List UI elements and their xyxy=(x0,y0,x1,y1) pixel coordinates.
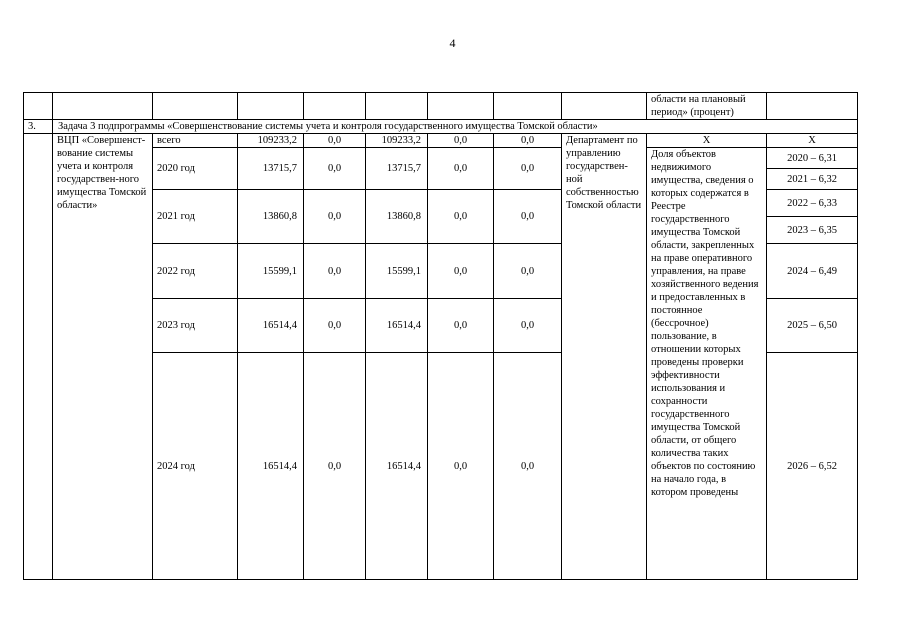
page-number: 4 xyxy=(449,36,456,50)
indicator-text: Доля объектов недвижимого имущества, сведения о которых содержатся в Реестре государственного имущества Томской области, закрепленных на праве оперативного управления, на праве хозяйственного ведения и предоставленных в постоянное (бессрочное) пользование, в отношении которых проведены проверки эффективности использования и сохранности государственного имущества Томской области, от общего количества таких объектов по состоянию на начало года, в котором проведены xyxy=(647,148,767,580)
executor: Департамент по управлению государствен-ной собственностью Томской области xyxy=(562,134,647,580)
other-value: 0,0 xyxy=(494,134,562,148)
empty-cell xyxy=(366,93,428,120)
federal-value: 0,0 xyxy=(304,148,366,190)
empty-cell xyxy=(494,93,562,120)
target-value: 2021 – 6,32 xyxy=(767,169,858,190)
local-value: 0,0 xyxy=(428,353,494,580)
total-value: 13860,8 xyxy=(238,190,304,244)
regional-value: 15599,1 xyxy=(366,244,428,299)
task-number: 3. xyxy=(24,120,53,134)
total-value: 109233,2 xyxy=(238,134,304,148)
empty-cell xyxy=(24,134,53,580)
total-value: 15599,1 xyxy=(238,244,304,299)
other-value: 0,0 xyxy=(494,244,562,299)
empty-cell xyxy=(24,93,53,120)
federal-value: 0,0 xyxy=(304,353,366,580)
target-value: 2025 – 6,50 xyxy=(767,299,858,353)
empty-cell xyxy=(238,93,304,120)
task-row xyxy=(24,120,858,134)
previous-row xyxy=(24,93,858,120)
target-value: 2020 – 6,31 xyxy=(767,148,858,169)
period-label: 2020 год xyxy=(153,148,238,190)
regional-value: 16514,4 xyxy=(366,353,428,580)
local-value: 0,0 xyxy=(428,244,494,299)
local-value: 0,0 xyxy=(428,148,494,190)
total-value: 16514,4 xyxy=(238,353,304,580)
other-value: 0,0 xyxy=(494,353,562,580)
period-label: 2023 год xyxy=(153,299,238,353)
empty-cell xyxy=(53,93,153,120)
federal-value: 0,0 xyxy=(304,134,366,148)
empty-cell xyxy=(767,93,858,120)
program-table xyxy=(23,92,858,580)
x-mark: Х xyxy=(767,134,858,148)
local-value: 0,0 xyxy=(428,190,494,244)
federal-value: 0,0 xyxy=(304,244,366,299)
empty-cell xyxy=(562,93,647,120)
task-title: Задача 3 подпрограммы «Совершенствование системы учета и контроля государственного имущества Томской области» xyxy=(53,120,858,134)
target-value: 2022 – 6,33 xyxy=(767,190,858,217)
local-value: 0,0 xyxy=(428,134,494,148)
total-value: 13715,7 xyxy=(238,148,304,190)
regional-value: 13860,8 xyxy=(366,190,428,244)
period-label: 2024 год xyxy=(153,353,238,580)
other-value: 0,0 xyxy=(494,148,562,190)
total-value: 16514,4 xyxy=(238,299,304,353)
period-label: 2021 год xyxy=(153,190,238,244)
other-value: 0,0 xyxy=(494,299,562,353)
local-value: 0,0 xyxy=(428,299,494,353)
regional-value: 109233,2 xyxy=(366,134,428,148)
empty-cell xyxy=(153,93,238,120)
prev-indicator-tail: области на плановый период» (процент) xyxy=(647,93,767,120)
other-value: 0,0 xyxy=(494,190,562,244)
federal-value: 0,0 xyxy=(304,190,366,244)
target-value: 2023 – 6,35 xyxy=(767,217,858,244)
x-mark: Х xyxy=(647,134,767,148)
table-row xyxy=(24,134,858,148)
period-label: 2022 год xyxy=(153,244,238,299)
target-value: 2024 – 6,49 xyxy=(767,244,858,299)
empty-cell xyxy=(304,93,366,120)
target-value: 2026 – 6,52 xyxy=(767,353,858,580)
period-label: всего xyxy=(153,134,238,148)
regional-value: 16514,4 xyxy=(366,299,428,353)
regional-value: 13715,7 xyxy=(366,148,428,190)
empty-cell xyxy=(428,93,494,120)
federal-value: 0,0 xyxy=(304,299,366,353)
program-name: ВЦП «Совершенст-вование системы учета и контроля государствен-ного имущества Томской области» xyxy=(53,134,153,580)
